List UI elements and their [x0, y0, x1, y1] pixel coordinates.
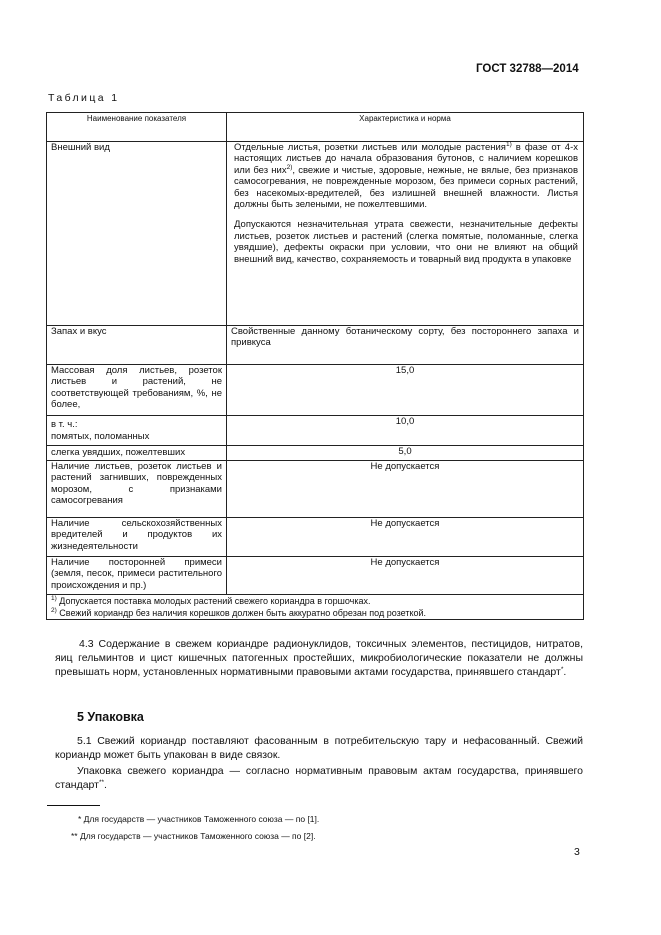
impurity-value: Не допускается — [227, 557, 584, 595]
rotten-value: Не допускается — [227, 461, 584, 518]
footnote-ref-1: * — [560, 666, 564, 674]
table-note-2 — [51, 607, 579, 619]
table-row — [47, 142, 584, 326]
crumpled-name-line-1: в т. ч.: — [51, 419, 78, 431]
table-row — [47, 518, 584, 557]
table-note-text: Свежий кориандр без наличия корешков должен быть аккуратно обрезан под розеткой. — [56, 608, 427, 618]
pests-name: Наличие сельскохозяйственных вредителей и продуктов их жизнедеятельности — [47, 518, 227, 557]
requirements-table — [46, 112, 584, 620]
table-note-1 — [51, 595, 579, 607]
pests-value: Не допускается — [227, 518, 584, 557]
mass-value: 15,0 — [227, 365, 584, 416]
footnote-2: ** Для государств — участников Таможенного союза — по [2]. — [71, 831, 316, 841]
table-row — [47, 326, 584, 365]
table-header-row — [47, 113, 584, 142]
appearance-text-b: в фазе от 4-х настоящих листьев до начала образования бутонов, с наличием корешков или без них — [234, 142, 578, 176]
table-note-mark: 2) — [51, 607, 57, 614]
crumpled-name — [47, 416, 227, 446]
footnote-1: * Для государств — участников Таможенного союза — по [1]. — [78, 814, 320, 824]
table-row — [47, 365, 584, 416]
table-row — [47, 461, 584, 518]
paragraph-5-2-text: Упаковка свежего кориандра — согласно нормативным правовым актам государства, принявшего стандарт — [55, 765, 583, 792]
column-header-name: Наименование показателя — [47, 113, 227, 142]
crumpled-value: 10,0 — [227, 416, 584, 446]
paragraph-5-1: 5.1 Свежий кориандр поставляют фасованным в потребительскую тару и нефасованный. Свежий кориандр может быть упакован в виде связок. — [55, 735, 583, 762]
appearance-name: Внешний вид — [47, 142, 227, 326]
appearance-value — [227, 142, 584, 326]
paragraph-5-2 — [55, 764, 583, 792]
section-5-heading: 5 Упаковка — [77, 710, 144, 724]
standard-number: ГОСТ 32788—2014 — [476, 63, 579, 75]
paragraph-4-3-text: 4.3 Содержание в свежем кориандре радионуклидов, токсичных элементов, пестицидов, нитратов, яиц гельминтов и цист кишечных патогенных простейших, микробиологические показатели не должны превышать норм, установленных нормативными правовыми актами государства, принявшего стандарт — [55, 638, 583, 679]
wilted-value: 5,0 — [227, 446, 584, 461]
footnote-ref-2: ** — [98, 779, 105, 787]
page-number: 3 — [574, 846, 580, 858]
column-header-value: Характеристика и норма — [227, 113, 584, 142]
table-notes-row — [47, 595, 584, 620]
table-caption: Таблица 1 — [48, 92, 120, 104]
paragraph-5-2-end: . — [104, 779, 107, 792]
note-mark-1: 1) — [505, 141, 512, 148]
appearance-paragraph-2: Допускаются незначительная утрата свежести, незначительные дефекты листьев, розеток листьев и растений (слегка помятые, поломанные, слегка увядшие), дефекты окраски при условии, что они не влияют на общий внешний вид, качество, сохраняемость и товарный вид продукта в упаковке — [234, 219, 578, 265]
table-notes — [47, 595, 584, 620]
table-row — [47, 557, 584, 595]
rotten-name: Наличие листьев, розеток листьев и растений загнивших, поврежденных морозом, с признаками самосогревания — [47, 461, 227, 518]
table-note-mark: 1) — [51, 595, 57, 602]
mass-name: Массовая доля листьев, розеток листьев и растений, не соответствующей требованиям, %, не более, — [47, 365, 227, 416]
wilted-name: слегка увядших, пожелтевших — [47, 446, 227, 461]
smell-name: Запах и вкус — [47, 326, 227, 365]
paragraph-4-3-end: . — [563, 666, 567, 679]
appearance-paragraph-1 — [231, 142, 579, 210]
smell-value: Свойственные данному ботаническому сорту, без постороннего запаха и привкуса — [227, 326, 584, 365]
paragraph-4-3 — [55, 637, 583, 680]
note-mark-2: 2) — [286, 163, 293, 171]
table-row — [47, 446, 584, 461]
footnote-separator — [47, 805, 100, 806]
appearance-text-a: Отдельные листья, розетки листьев или молодые растения — [234, 142, 506, 153]
table-row — [47, 416, 584, 446]
table-note-text: Допускается поставка молодых растений свежего кориандра в горшочках. — [56, 596, 371, 606]
crumpled-name-line-2: помятых, поломанных — [51, 430, 150, 442]
appearance-text-c: , свежие и чистые, здоровые, нежные, не вялые, без признаков самосогревания, не поврежденные морозом, без примеси сорных растений, без насекомых-вредителей, без излишней внешней влажности. Листья должны быть зелеными, не пожелтевшими. — [234, 164, 578, 211]
impurity-name: Наличие посторонней примеси (земля, песок, примеси растительного происхождения и пр.) — [47, 557, 227, 595]
